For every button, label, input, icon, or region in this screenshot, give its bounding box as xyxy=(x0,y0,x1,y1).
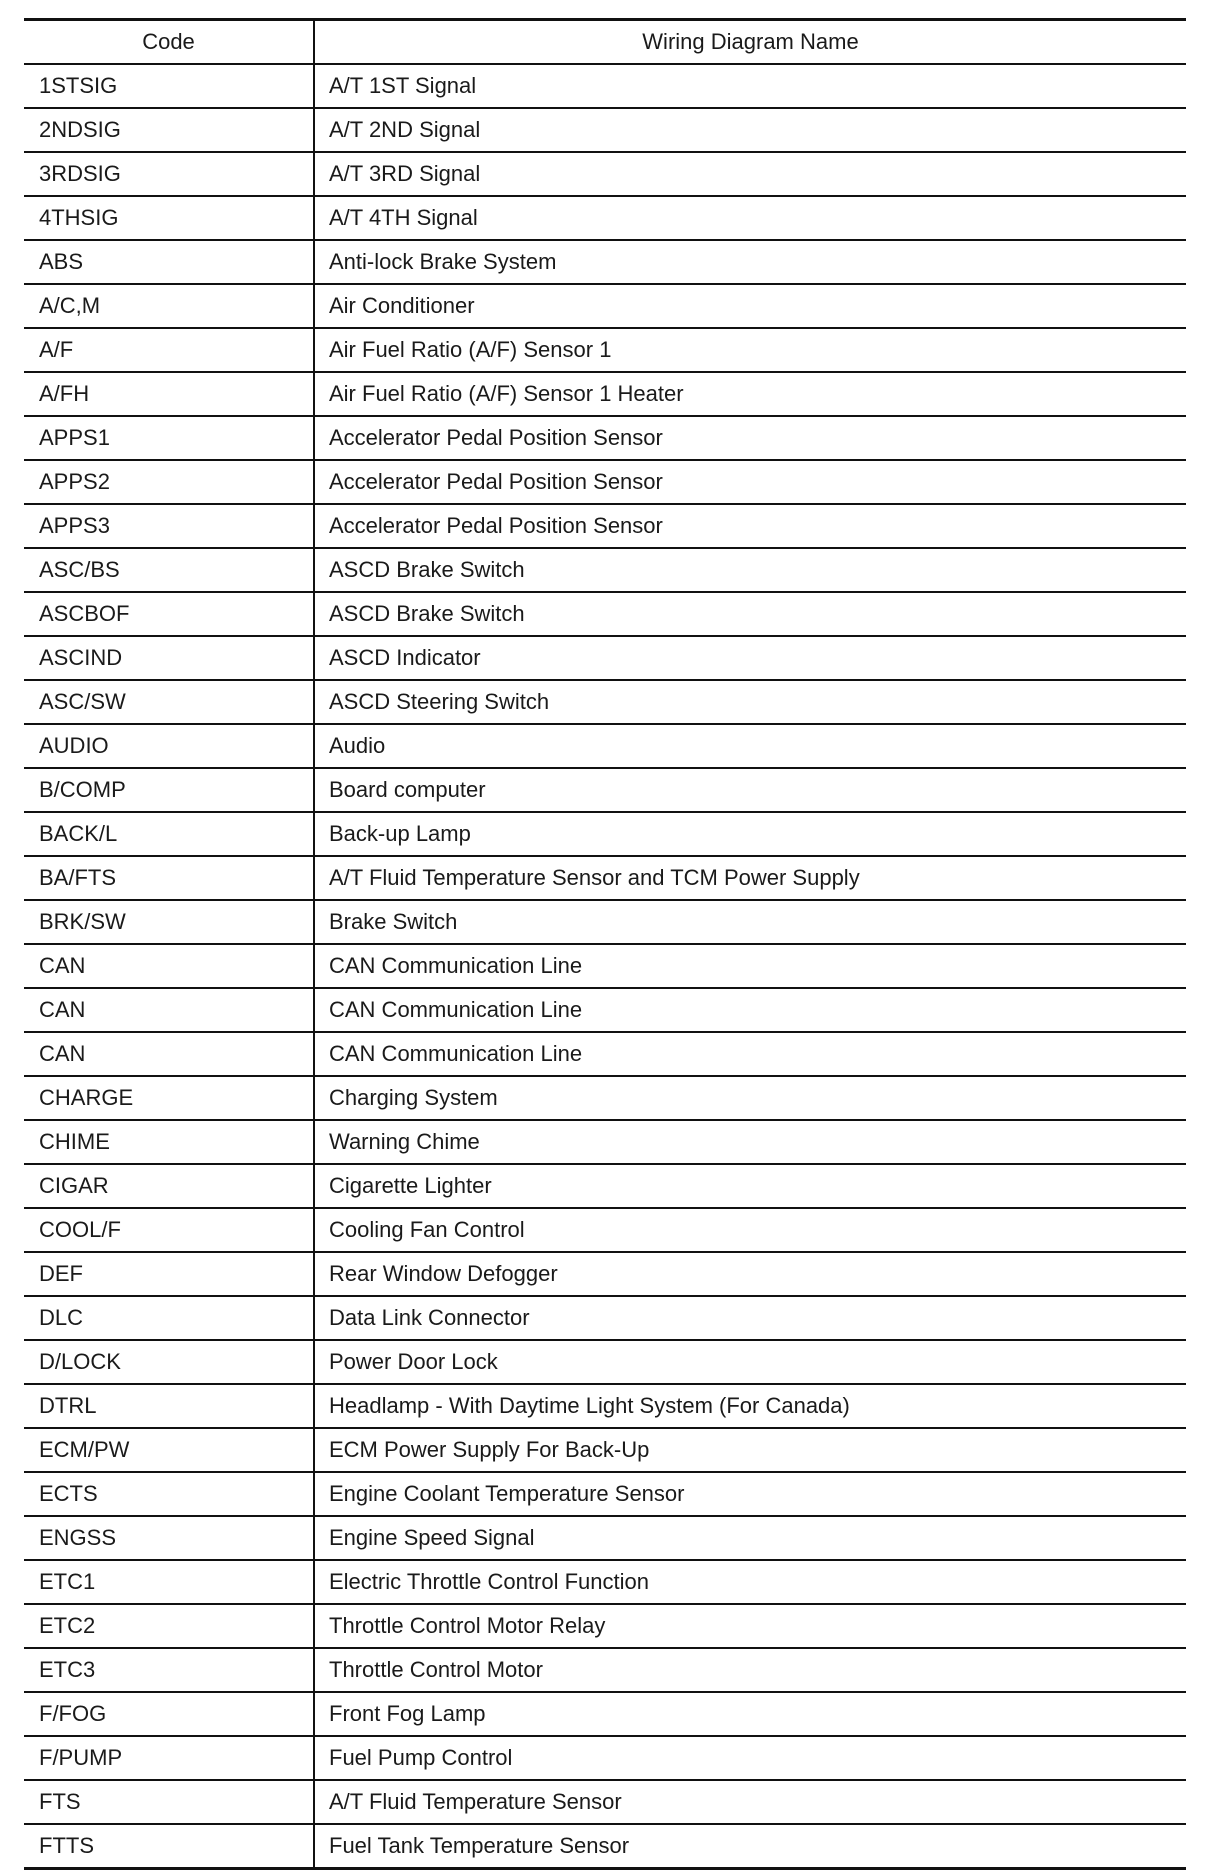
cell-wiring-diagram-name: Front Fog Lamp xyxy=(314,1692,1186,1736)
table-row xyxy=(24,372,1186,416)
cell-wiring-diagram-name: Power Door Lock xyxy=(314,1340,1186,1384)
cell-wiring-diagram-name: Accelerator Pedal Position Sensor xyxy=(314,504,1186,548)
table-row xyxy=(24,284,1186,328)
table-row xyxy=(24,504,1186,548)
cell-code: ASC/BS xyxy=(24,548,314,592)
cell-code: A/FH xyxy=(24,372,314,416)
cell-wiring-diagram-name: Accelerator Pedal Position Sensor xyxy=(314,416,1186,460)
cell-wiring-diagram-name: Headlamp - With Daytime Light System (For Canada) xyxy=(314,1384,1186,1428)
cell-code: A/C,M xyxy=(24,284,314,328)
cell-code: ECM/PW xyxy=(24,1428,314,1472)
table-row xyxy=(24,988,1186,1032)
cell-wiring-diagram-name: A/T 1ST Signal xyxy=(314,64,1186,108)
table-row xyxy=(24,1340,1186,1384)
cell-wiring-diagram-name: Throttle Control Motor Relay xyxy=(314,1604,1186,1648)
cell-code: AUDIO xyxy=(24,724,314,768)
table-row xyxy=(24,592,1186,636)
table-row xyxy=(24,856,1186,900)
table-body xyxy=(24,64,1186,1869)
cell-wiring-diagram-name: Data Link Connector xyxy=(314,1296,1186,1340)
cell-code: ASCBOF xyxy=(24,592,314,636)
cell-code: DLC xyxy=(24,1296,314,1340)
cell-code: BACK/L xyxy=(24,812,314,856)
table-row xyxy=(24,1560,1186,1604)
table-row xyxy=(24,1516,1186,1560)
cell-code: CAN xyxy=(24,944,314,988)
cell-wiring-diagram-name: Air Fuel Ratio (A/F) Sensor 1 xyxy=(314,328,1186,372)
table-row xyxy=(24,1648,1186,1692)
cell-wiring-diagram-name: Rear Window Defogger xyxy=(314,1252,1186,1296)
cell-code: ABS xyxy=(24,240,314,284)
cell-code: DEF xyxy=(24,1252,314,1296)
table-row xyxy=(24,64,1186,108)
table-row xyxy=(24,1384,1186,1428)
cell-code: ASC/SW xyxy=(24,680,314,724)
cell-code: A/F xyxy=(24,328,314,372)
cell-wiring-diagram-name: A/T Fluid Temperature Sensor and TCM Power Supply xyxy=(314,856,1186,900)
cell-code: 3RDSIG xyxy=(24,152,314,196)
table-row xyxy=(24,1296,1186,1340)
table-row xyxy=(24,196,1186,240)
table-row xyxy=(24,1208,1186,1252)
cell-wiring-diagram-name: A/T 4TH Signal xyxy=(314,196,1186,240)
cell-wiring-diagram-name: A/T 3RD Signal xyxy=(314,152,1186,196)
cell-wiring-diagram-name: Anti-lock Brake System xyxy=(314,240,1186,284)
cell-wiring-diagram-name: CAN Communication Line xyxy=(314,944,1186,988)
table-row xyxy=(24,460,1186,504)
cell-wiring-diagram-name: Fuel Tank Temperature Sensor xyxy=(329,1833,630,1858)
cell-wiring-diagram-name: ECM Power Supply For Back-Up xyxy=(314,1428,1186,1472)
cell-code: ASCIND xyxy=(24,636,314,680)
cell-wiring-diagram-name: Warning Chime xyxy=(314,1120,1186,1164)
column-header-code: Code xyxy=(24,20,314,65)
cell-code: ENGSS xyxy=(24,1516,314,1560)
cell-code: CIGAR xyxy=(24,1164,314,1208)
cell-code: F/FOG xyxy=(24,1692,314,1736)
cell-wiring-diagram-name: Throttle Control Motor xyxy=(314,1648,1186,1692)
cell-code: APPS2 xyxy=(24,460,314,504)
cell-code: ETC3 xyxy=(24,1648,314,1692)
cell-wiring-diagram-name: ASCD Indicator xyxy=(314,636,1186,680)
cell-wiring-diagram-name: Engine Coolant Temperature Sensor xyxy=(314,1472,1186,1516)
table-row xyxy=(24,944,1186,988)
table-row xyxy=(24,1164,1186,1208)
table-row xyxy=(24,724,1186,768)
cell-wiring-diagram-name: Board computer xyxy=(314,768,1186,812)
cell-wiring-diagram-name: A/T Fluid Temperature Sensor xyxy=(314,1780,1186,1824)
table-row xyxy=(24,1780,1186,1824)
table-header-row xyxy=(24,20,1186,65)
cell-code: FTTS xyxy=(24,1824,314,1869)
cell-code: CHARGE xyxy=(24,1076,314,1120)
table-row xyxy=(24,900,1186,944)
cell-code: ETC1 xyxy=(24,1560,314,1604)
cell-wiring-diagram-name: CAN Communication Line xyxy=(314,1032,1186,1076)
cell-wiring-diagram-name: ASCD Brake Switch xyxy=(314,592,1186,636)
cell-wiring-diagram-name: Engine Speed Signal xyxy=(314,1516,1186,1560)
cell-code: CAN xyxy=(24,988,314,1032)
table-row xyxy=(24,1252,1186,1296)
cell-code: CHIME xyxy=(24,1120,314,1164)
cell-wiring-diagram-name: ASCD Brake Switch xyxy=(314,548,1186,592)
table-row xyxy=(24,152,1186,196)
table-row xyxy=(24,1076,1186,1120)
cell-wiring-diagram-name: Fuel Pump Control xyxy=(314,1736,1186,1780)
table-row xyxy=(24,416,1186,460)
cell-wiring-diagram-name: Air Conditioner xyxy=(314,284,1186,328)
cell-code: COOL/F xyxy=(24,1208,314,1252)
cell-wiring-diagram-name: Cooling Fan Control xyxy=(314,1208,1186,1252)
cell-wiring-diagram-name: Air Fuel Ratio (A/F) Sensor 1 Heater xyxy=(314,372,1186,416)
table-row xyxy=(24,812,1186,856)
cell-code: B/COMP xyxy=(24,768,314,812)
cell-wiring-diagram-name: Accelerator Pedal Position Sensor xyxy=(314,460,1186,504)
cell-wiring-diagram-name: Cigarette Lighter xyxy=(314,1164,1186,1208)
table-row xyxy=(24,1736,1186,1780)
table-row xyxy=(24,768,1186,812)
cell-wiring-diagram-name: Electric Throttle Control Function xyxy=(314,1560,1186,1604)
cell-wiring-diagram-name: Back-up Lamp xyxy=(314,812,1186,856)
cell-code: 1STSIG xyxy=(24,64,314,108)
table-row xyxy=(24,636,1186,680)
table-row xyxy=(24,1472,1186,1516)
cell-code: APPS1 xyxy=(24,416,314,460)
wiring-diagram-code-table xyxy=(24,18,1186,1870)
table-row xyxy=(24,328,1186,372)
cell-code: FTS xyxy=(24,1780,314,1824)
cell-code: D/LOCK xyxy=(24,1340,314,1384)
table-row xyxy=(24,1120,1186,1164)
cell-code: CAN xyxy=(24,1032,314,1076)
cell-code: 4THSIG xyxy=(24,196,314,240)
table-row xyxy=(24,108,1186,152)
column-header-wiring-diagram-name: Wiring Diagram Name xyxy=(314,20,1186,65)
cell-wiring-diagram-name: Charging System xyxy=(314,1076,1186,1120)
cell-wiring-diagram-name: Audio xyxy=(314,724,1186,768)
table-row xyxy=(24,1428,1186,1472)
cell-code: F/PUMP xyxy=(24,1736,314,1780)
cell-wiring-diagram-name: A/T 2ND Signal xyxy=(314,108,1186,152)
cell-code: BA/FTS xyxy=(24,856,314,900)
table-row xyxy=(24,680,1186,724)
table-row xyxy=(24,548,1186,592)
table-row xyxy=(24,1824,1186,1869)
table-row xyxy=(24,1692,1186,1736)
cell-code: APPS3 xyxy=(24,504,314,548)
table-row xyxy=(24,1032,1186,1076)
cell-code: ETC2 xyxy=(24,1604,314,1648)
cell-wiring-diagram-name: CAN Communication Line xyxy=(314,988,1186,1032)
cell-code: ECTS xyxy=(24,1472,314,1516)
cell-code: DTRL xyxy=(24,1384,314,1428)
cell-code: BRK/SW xyxy=(24,900,314,944)
table-row xyxy=(24,240,1186,284)
cell-wiring-diagram-name: ASCD Steering Switch xyxy=(314,680,1186,724)
cell-code: 2NDSIG xyxy=(24,108,314,152)
cell-wiring-diagram-name: Brake Switch xyxy=(314,900,1186,944)
table-row xyxy=(24,1604,1186,1648)
